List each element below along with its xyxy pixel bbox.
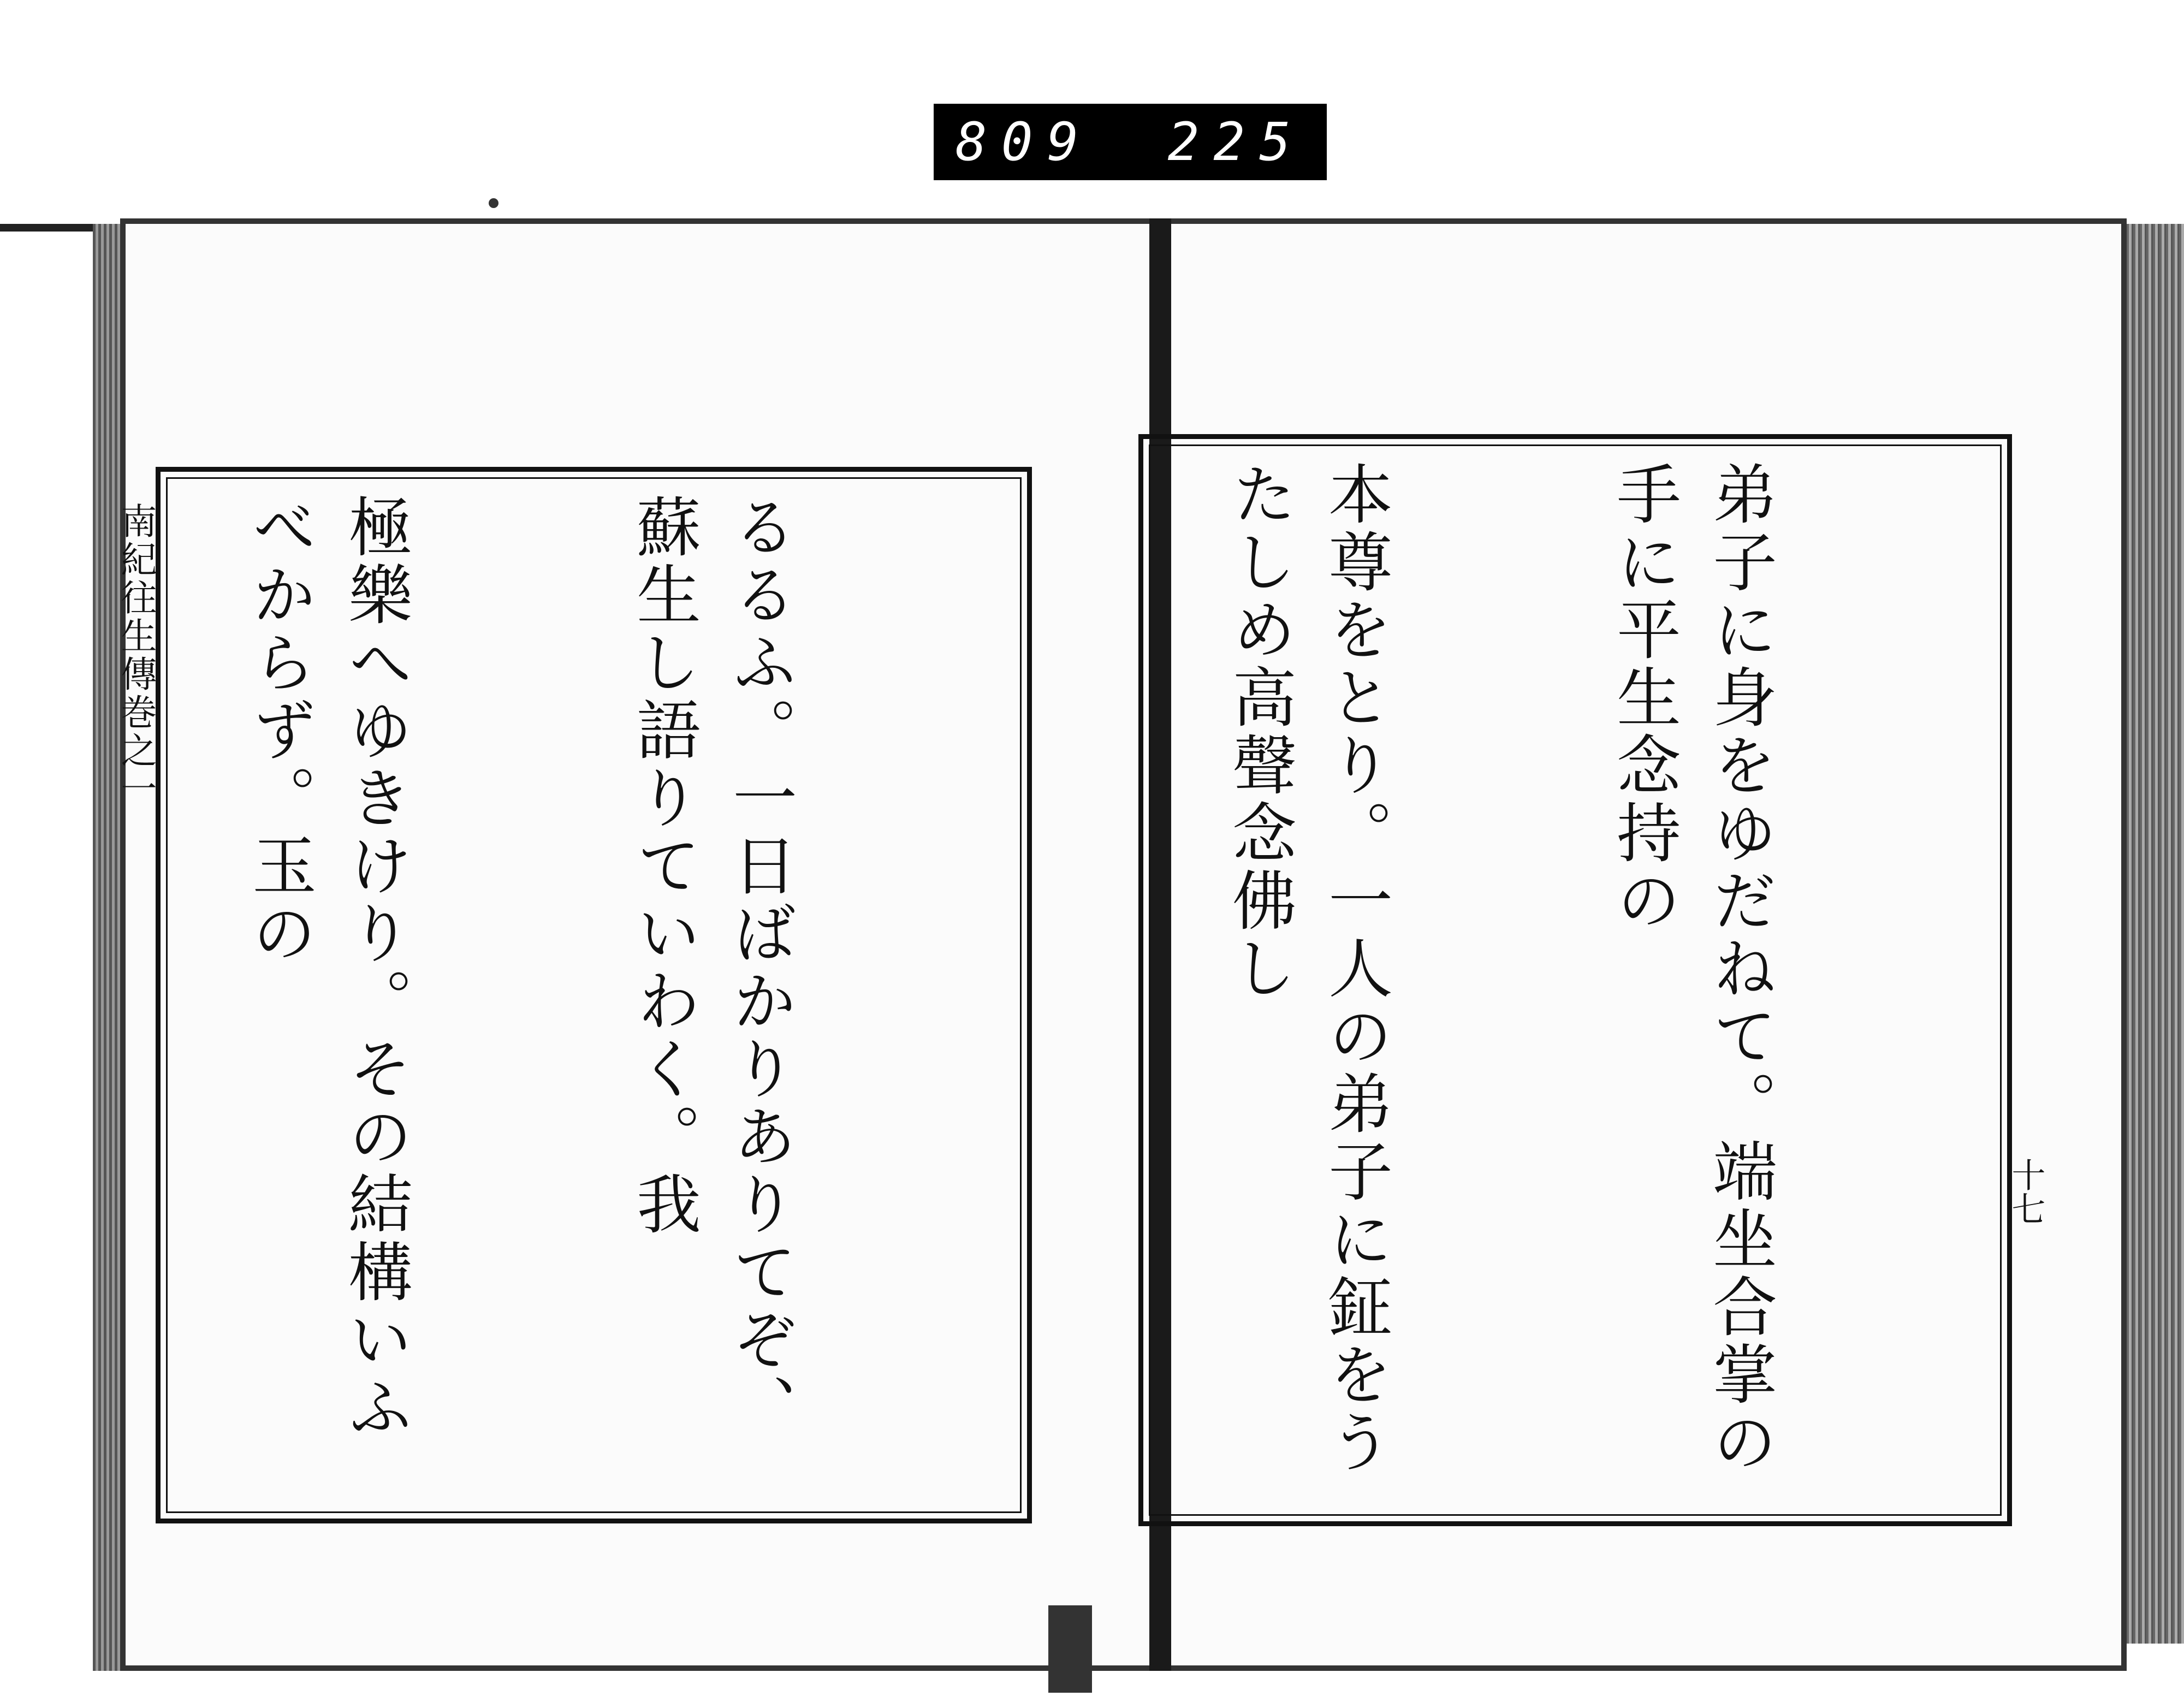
catalog-number-right: 225 <box>1167 111 1305 173</box>
catalog-label <box>934 104 1327 180</box>
catalog-number-left: 809 <box>956 111 1093 173</box>
right-text-panel <box>1138 434 2012 1526</box>
left-text-panel <box>156 467 1032 1523</box>
text-line: 本尊をとり。一人の弟子に鉦をうたしめ高聲念佛し <box>1221 461 1393 1476</box>
ink-spot <box>489 198 498 208</box>
text-line: 弟子に身をゆだねて。端坐合掌の手に平生念持の <box>1606 461 1777 1476</box>
folio-number: 十七 <box>2006 1158 2046 1225</box>
left-text-body <box>188 494 1000 1497</box>
text-line: るるふ。一日ばかりありてぞ、蘇生し語りていわく。我 <box>626 494 797 1442</box>
gutter-shadow <box>1048 1605 1092 1693</box>
text-line: 極樂へゆきけり。その結構いふべからず。玉の <box>241 494 413 1442</box>
margin-title: 南紀往生傳巻之一 <box>115 502 157 808</box>
right-text-body <box>1171 461 1980 1499</box>
right-page-edges <box>2127 224 2184 1644</box>
